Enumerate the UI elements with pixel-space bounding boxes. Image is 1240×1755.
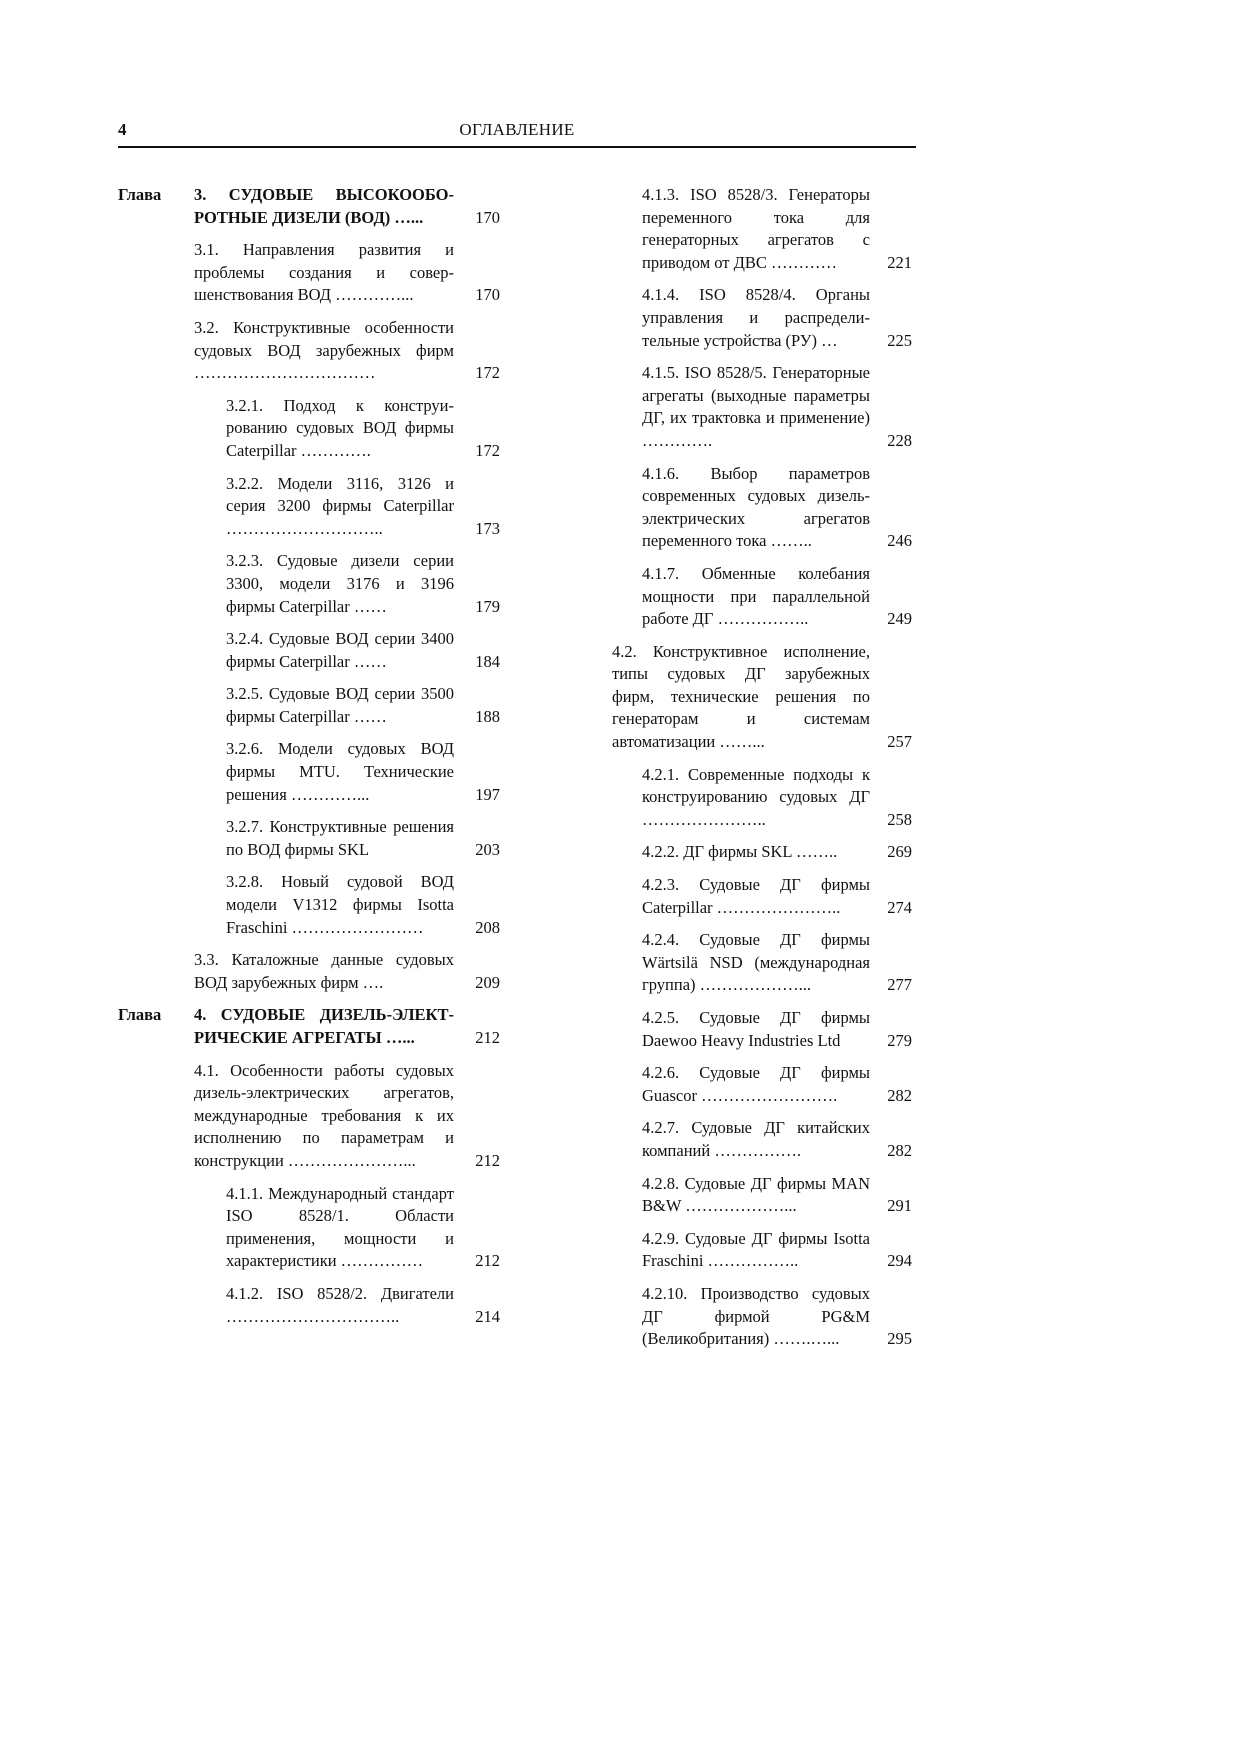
toc-entry[interactable]: [612, 463, 916, 553]
toc-page-number: 214: [475, 1306, 500, 1326]
toc-page-number: 172: [475, 440, 500, 460]
toc-entry-text: 4.2.8. Судовые ДГ фирмы MAN B&W ………………...: [642, 1173, 870, 1216]
toc-entry[interactable]: [612, 1173, 916, 1218]
toc-page-number: 274: [887, 897, 912, 917]
toc-page-number: 291: [887, 1196, 912, 1216]
toc-entry-text: 3. СУДОВЫЕ ВЫСОКООБОРОТНЫЕ ДИЗЕЛИ (ВОД) …...: [194, 185, 454, 227]
toc-page-number: 212: [475, 1150, 500, 1170]
toc-entry[interactable]: [118, 395, 500, 463]
toc-entry-text: 4.1.6. Выбор параметров современных судовых дизель-электрических агрегатов переменного тока ……..: [642, 463, 870, 551]
toc-entry-text: 3.2. Конструктивные особенности судовых ВОД зарубежных фирм ……………………………: [194, 317, 454, 383]
toc-page-number: 203: [475, 839, 500, 859]
toc-entry-text: 3.2.7. Конструктивные решения по ВОД фирмы SKL: [226, 817, 454, 859]
page-header: [118, 118, 916, 148]
toc-entry-text: 4.2.1. Современные подходы к конструированию судовых ДГ …………………..: [642, 764, 870, 829]
toc-page-number: 295: [887, 1329, 912, 1349]
toc-entry[interactable]: [612, 764, 916, 832]
toc-page-number: 228: [887, 430, 912, 450]
toc-entry[interactable]: [612, 929, 916, 997]
chapter-label: Глава: [118, 1005, 162, 1025]
toc-entry-text: 4.2.9. Судовые ДГ фирмы Isotta Fraschini ……………..: [642, 1228, 870, 1271]
toc-entry-text: 4.2.10. Производство судовых ДГ фирмой PG&M (Великобритания) …….…...: [642, 1283, 870, 1349]
toc-entry-text: 3.2.2. Модели 3116, 3126 и серия 3200 фирмы Caterpillar ………………………..: [226, 473, 454, 538]
toc-right-column: [612, 184, 916, 1361]
toc-page-number: 179: [475, 596, 500, 616]
toc-page-number: 170: [475, 285, 500, 305]
page-number: 4: [118, 120, 127, 139]
toc-page-number: 212: [475, 1028, 500, 1047]
toc-entry-text: 4.1. Особенности работы судовых дизель-электрических агрегатов, международные требования к их исполнению по параметрам и конструкции …………………...: [194, 1060, 454, 1170]
toc-entry[interactable]: [118, 317, 500, 385]
toc-entry[interactable]: [612, 1007, 916, 1052]
toc-page-number: 279: [887, 1030, 912, 1050]
running-title: ОГЛАВЛЕНИЕ: [459, 120, 575, 139]
toc-page-number: 246: [887, 531, 912, 551]
toc-entry-text: 3.2.6. Модели судовых ВОД фирмы MTU. Технические решения …………...: [226, 739, 454, 804]
toc-page-number: 188: [475, 706, 500, 726]
toc-page-number: 294: [887, 1251, 912, 1271]
toc-entry-text: 4.1.5. ISO 8528/5. Генераторные агрегаты (выходные параметры ДГ, их трактовка и применение) ………….: [642, 363, 870, 450]
chapter-label: Глава: [118, 185, 162, 204]
toc-entry[interactable]: [612, 841, 916, 864]
toc-entry-text: 3.2.3. Судовые дизели серии 3300, модели 3176 и 3196 фирмы Caterpillar ……: [226, 551, 454, 616]
toc-entry[interactable]: [612, 563, 916, 631]
toc-chapter-3[interactable]: [118, 184, 500, 229]
toc-entry[interactable]: [612, 1228, 916, 1273]
toc-page-number: 172: [475, 363, 500, 383]
toc-entry[interactable]: [612, 641, 916, 754]
toc-entry[interactable]: [118, 1183, 500, 1273]
toc-page-number: 282: [887, 1140, 912, 1160]
toc-page-number: 173: [475, 518, 500, 538]
toc-left-column: [118, 184, 500, 1338]
toc-page-number: 249: [887, 609, 912, 629]
toc-entry-text: 4.1.7. Обменные колебания мощности при параллельной работе ДГ ……………..: [642, 563, 870, 629]
toc-entry-text: 3.3. Каталожные данные судовых ВОД зарубежных фирм ….: [194, 950, 454, 992]
toc-entry[interactable]: [118, 949, 500, 994]
toc-entry[interactable]: [612, 362, 916, 452]
toc-entry[interactable]: [612, 1117, 916, 1162]
toc-entry[interactable]: [118, 1283, 500, 1328]
toc-entry-text: 4.2.4. Судовые ДГ фирмы Wärtsilä NSD (международная группа) ………………...: [642, 930, 870, 995]
toc-entry[interactable]: [118, 239, 500, 307]
toc-page-number: 209: [475, 972, 500, 992]
toc-entry-text: 4.1.1. Международный стандарт ISO 8528/1. Области применения, мощности и характеристики ……………: [226, 1183, 454, 1271]
toc-entry-text: 4.2.2. ДГ фирмы SKL ……..: [642, 842, 838, 862]
toc-page-number: 257: [887, 732, 912, 752]
toc-entry-text: 4.2.6. Судовые ДГ фирмы Guascor …………………….: [642, 1063, 870, 1105]
toc-entry[interactable]: [118, 1060, 500, 1173]
toc-page-number: 282: [887, 1085, 912, 1105]
toc-entry[interactable]: [612, 1283, 916, 1351]
toc-entry[interactable]: [118, 683, 500, 728]
toc-page-number: 197: [475, 784, 500, 804]
toc-entry[interactable]: [118, 738, 500, 806]
toc-entry-text: 4.1.2. ISO 8528/2. Двигатели …………………………..: [226, 1283, 454, 1326]
toc-page-number: 170: [475, 207, 500, 227]
toc-page-number: 277: [887, 975, 912, 995]
toc-entry[interactable]: [612, 184, 916, 274]
toc-page-number: 225: [887, 330, 912, 350]
toc-entry-text: 4.2.7. Судовые ДГ китайских компаний …………….: [642, 1118, 870, 1160]
toc-page-number: 269: [887, 842, 912, 862]
toc-entry-text: 4.2.5. Судовые ДГ фирмы Daewoo Heavy Industries Ltd: [642, 1008, 870, 1050]
toc-entry[interactable]: [118, 550, 500, 618]
toc-entry[interactable]: [118, 473, 500, 541]
toc-entry[interactable]: [612, 1062, 916, 1107]
toc-entry[interactable]: [118, 628, 500, 673]
toc-chapter-4[interactable]: [118, 1004, 500, 1049]
toc-entry-text: 4. СУДОВЫЕ ДИЗЕЛЬ-ЭЛЕКТРИЧЕСКИЕ АГРЕГАТЫ …...: [194, 1005, 454, 1047]
toc-entry-text: 4.2.3. Судовые ДГ фирмы Caterpillar …………………..: [642, 875, 870, 917]
toc-entry-text: 3.2.1. Подход к конструированию судовых ВОД фирмы Caterpillar ………….: [226, 395, 454, 460]
toc-entry-text: 4.1.4. ISO 8528/4. Органы управления и распределительные устройства (РУ) …: [642, 285, 870, 350]
toc-page-number: 208: [475, 917, 500, 937]
toc-entry[interactable]: [612, 284, 916, 352]
toc-entry-text: 4.2. Конструктивное исполнение, типы судовых ДГ зарубежных фирм, технические решения по генераторам и системам автоматизации ……...: [612, 641, 870, 752]
toc-entry[interactable]: [118, 816, 500, 861]
toc-page-number: 212: [475, 1251, 500, 1271]
toc-entry-text: 3.2.8. Новый судовой ВОД модели V1312 фирмы Isotta Fraschini ……………………: [226, 872, 454, 937]
toc-entry-text: 4.1.3. ISO 8528/3. Генераторы переменного тока для генераторных агрегатов с приводом от ДВС …………: [642, 185, 870, 272]
toc-page-number: 184: [475, 651, 500, 671]
toc-entry[interactable]: [612, 874, 916, 919]
toc-entry-text: 3.2.5. Судовые ВОД серии 3500 фирмы Caterpillar ……: [226, 684, 454, 726]
toc-entry-text: 3.2.4. Судовые ВОД серии 3400 фирмы Caterpillar ……: [226, 629, 454, 671]
toc-page-number: 221: [887, 252, 912, 272]
toc-page-number: 258: [887, 809, 912, 829]
toc-entry[interactable]: [118, 871, 500, 939]
toc-entry-text: 3.1. Направления развития и проблемы создания и совершенствования ВОД …………...: [194, 240, 454, 305]
